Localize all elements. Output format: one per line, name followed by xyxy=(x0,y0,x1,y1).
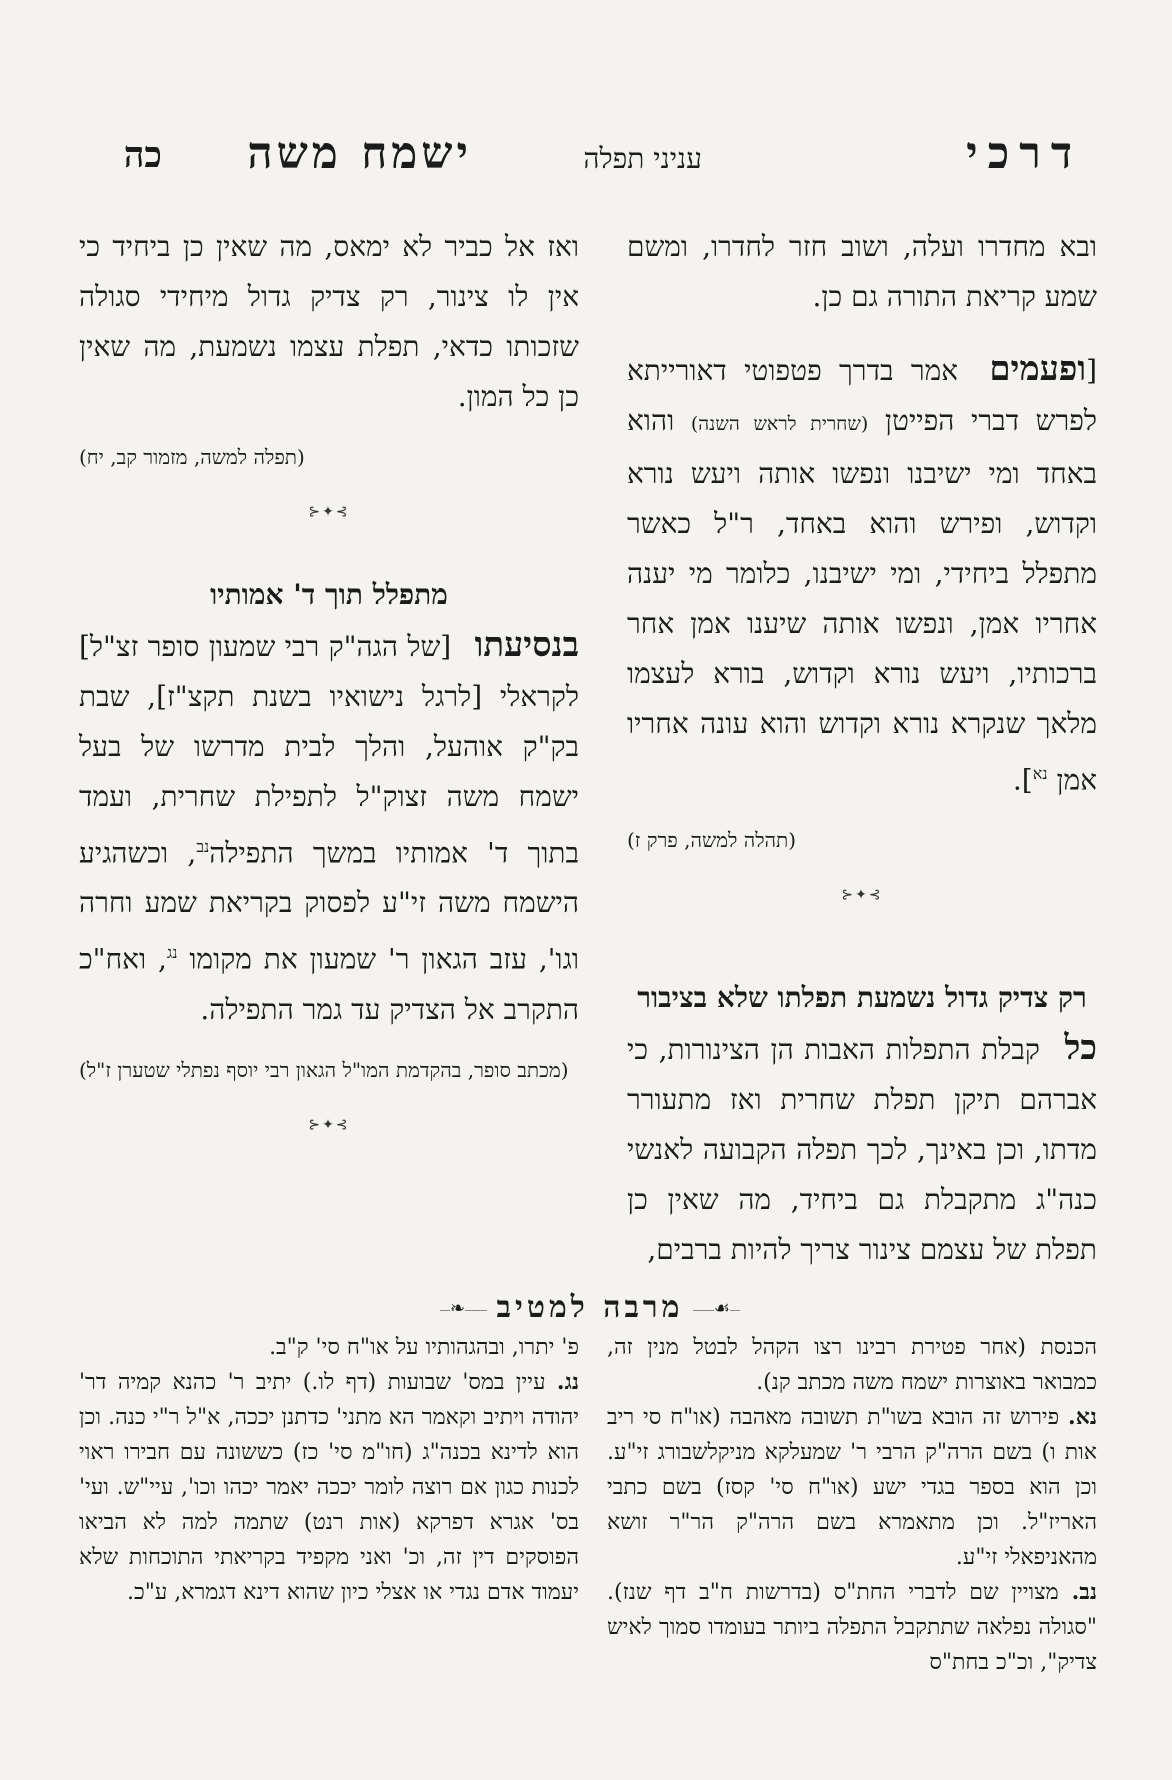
ornament-divider: ⊱✦⊰ xyxy=(308,1116,350,1133)
lead-word: ופעמים xyxy=(989,349,1087,389)
footnote-ref[interactable]: נג xyxy=(166,943,178,963)
footnote-continuation: פ' יתרו, ובהגהותיו על או"ח סי' ק"ב. xyxy=(269,1335,579,1360)
left-column xyxy=(79,222,579,1163)
text: קבלת התפלות האבות הן הצינורות, כי אברהם תיקן תפלת שחרית ואז מתעורר מדתו, וכן באינך, לכך תפלה הקבועה לאנשי כנה"ג מתקבלת גם ביחיד, מה שאין כן תפלת של עצמם צינור צריך להיות ברבים, xyxy=(627,1033,1097,1267)
header-title-left: ישמח משה xyxy=(247,128,472,179)
footnote-text: פירוש זה הובא בשו"ת תשובה מאהבה (או"ח סי ריב אות ו) בשם הרה"ק הרבי ר' שמעלקא מניקלשבורג זי"ע. וכן הוא בספר בגדי ישע (או"ח סי' קסז) בשם כתבי האריז"ל. וכן מתאמרא בשם הרה"ק הר"ר זושא מהאניפאלי זי"ע. xyxy=(607,1405,1097,1570)
lead-word: בנסיעתו xyxy=(474,625,579,665)
text: ]. xyxy=(1012,763,1033,797)
paragraph xyxy=(627,1023,1097,1275)
footnote xyxy=(607,1400,1097,1575)
page-number: כה xyxy=(123,134,162,176)
footnotes-right xyxy=(607,1330,1097,1680)
citation: (תהלה למשה, פרק ז) xyxy=(627,828,797,853)
text: , ואח"כ התקרב אל הצדיק עד גמר התפילה. xyxy=(79,942,579,1026)
flourish-icon: ❧ xyxy=(450,1298,466,1319)
citation: (תפלה למשה, מזמור קב, יח) xyxy=(79,445,305,469)
bracket: [ xyxy=(1086,354,1097,387)
footnote-text: עיין במס' שבועות (דף לו.) יתיב ר' כהנא קמיה דר' יהודה ויתיב וקאמר הא מתני' כדתנן יככה, א"ל ר"י כנה. וכן הוא לדינא בכנה"ג (חו"מ סי' כז) כששונה עם חבירו ראוי לכנות כגון אם רוצה לומר יככה יאמר יכהו וכו', עיי"ש. ועי' בס' אגרא דפרקא (אות רנט) שתמה למה לא הביאו הפוסקים דין זה, וכ' ואני מקפיד בקריאתי התוכחות שלא יעמוד אדם נגדי או אצלי כיון שהוא דינא דגמרא, ע"כ. xyxy=(79,1370,579,1605)
footnote-continuation: הכנסת (אחר פטירת רבינו רצו הקהל לבטל מנין זה, כמבואר באוצרות ישמח משה מכתב קנ). xyxy=(607,1335,1097,1395)
banner-title: מרבה למטיב xyxy=(487,1290,694,1325)
footnote xyxy=(607,1575,1097,1680)
paragraph xyxy=(627,344,1097,805)
header-section: עניני תפלה xyxy=(583,142,702,175)
footnotes-banner xyxy=(440,1290,740,1330)
footnote xyxy=(79,1365,579,1610)
running-header xyxy=(60,128,1082,188)
footnote-ref[interactable]: נא xyxy=(1032,764,1048,783)
text: והוא באחד ומי ישיבנו ונפשו אותה ויעש נורא וקדוש, ופירש והוא באחד, ר"ל כאשר מתפלל ביחידי, ומי ישיבנו, כלומר מי יענה אחריו אמן, ונפשו אותה שיענו אמן אחר ברכותיו, ויעש נורא וקדוש, בורא לעצמו מלאך שנקרא נורא וקדוש והוא עונה אחריו אמן xyxy=(627,404,1097,797)
section-title: מתפלל תוך ד' אמותיו xyxy=(210,578,448,611)
paragraph: ואז אל כביר לא ימאס, מה שאין כן ביחיד כי אין לו צינור, רק צדיק גדול מיחידי סגולה שזכותו כדאי, תפלת עצמו נשמעת, מה שאין כן כל המון. xyxy=(79,230,579,413)
footnote-text: מצויין שם לדברי החת"ס (בדרשות ח"ב דף שנז). "סגולה נפלאה שתתקבל התפלה ביותר בעומדו סמוך לאיש צדיק", וכ"כ בחת"ס xyxy=(607,1580,1097,1675)
footnote-ref[interactable]: נב xyxy=(196,837,210,856)
header-title-right: דרכי xyxy=(966,128,1082,179)
right-column xyxy=(627,222,1097,1275)
text: , וכשהגיע הישמח משה זי"ע לפסוק בקריאת שמע וחרה וגו', עזב הגאון ר' שמעון את מקומו xyxy=(79,836,579,976)
citation: (מכתב סופר, בהקדמת המו"ל הגאון רבי יוסף נפתלי שטערן ז"ל) xyxy=(79,1057,569,1082)
paragraph: ובא מחדרו ועלה, ושוב חזר לחדרו, ומשם שמע קריאת התורה גם כן. xyxy=(627,230,1097,313)
section-title: רק צדיק גדול נשמעת תפלתו שלא בציבור xyxy=(637,981,1087,1015)
ornament-divider: ⊱✦⊰ xyxy=(841,887,883,904)
lead-word: כל xyxy=(1064,1028,1097,1069)
text: [של הגה"ק רבי שמעון סופר זצ"ל] לקראלי [לרגל נישואיו בשנת תקצ"ז], שבת בק"ק אוהעל, והלך לבית מדרשו של בעל ישמח משה זצוק"ל לתפילת שחרית, ועמד בתוך ד' אמותיו במשך התפילה xyxy=(79,630,580,870)
footnote-number: נב. xyxy=(1071,1579,1097,1605)
ornament-divider: ⊱✦⊰ xyxy=(308,504,350,520)
flourish-icon: ☙ xyxy=(713,1298,730,1319)
text: אמר בדרך פטפוטי דאורייתא לפרש דברי הפייטן xyxy=(627,354,1097,437)
footnote-number: נא. xyxy=(1068,1404,1097,1430)
paragraph xyxy=(79,620,579,1035)
inline-source: (שחרית לראש השנה) xyxy=(690,413,869,435)
footnote-number: נג. xyxy=(556,1369,579,1395)
footnotes-left xyxy=(79,1330,579,1610)
